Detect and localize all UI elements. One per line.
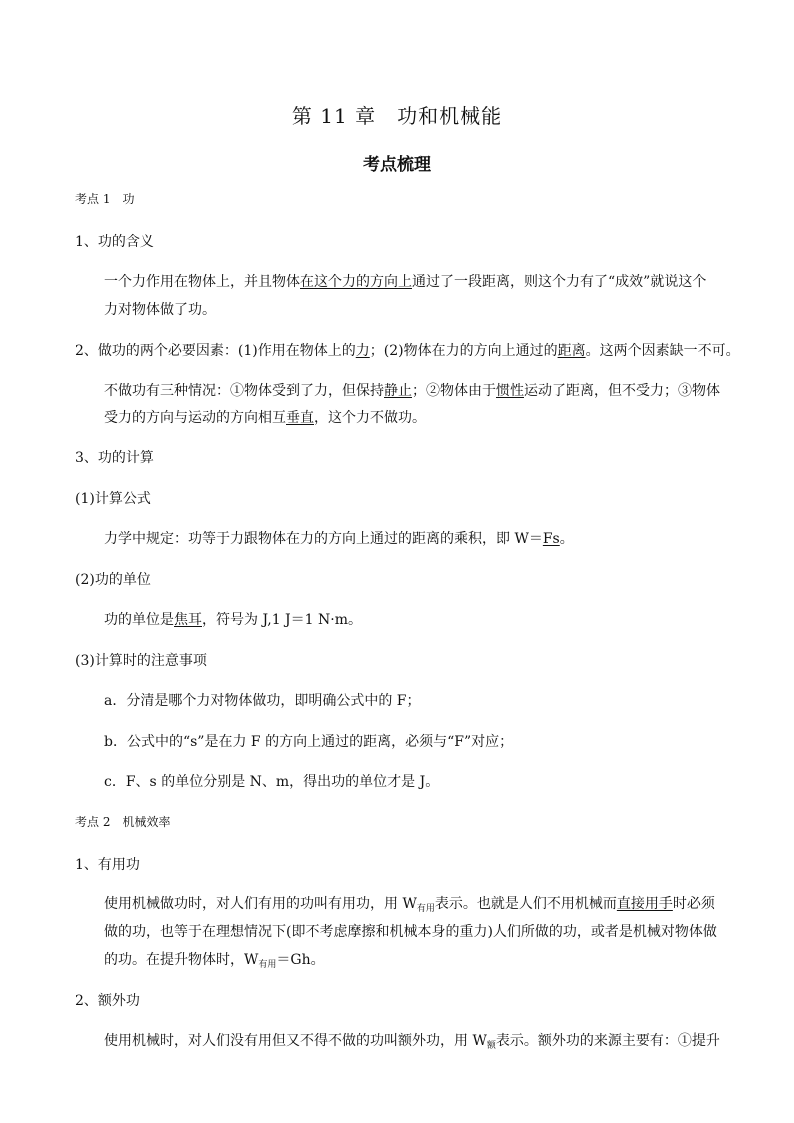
paragraph-line — [104, 407, 426, 427]
underlined-term: 直接用手 — [616, 896, 673, 912]
paragraph-line — [104, 528, 574, 548]
text-span: 表示。额外功的来源主要有：①提升 — [495, 1033, 720, 1049]
list-item: a．分清是哪个力对物体做功，即明确公式中的 F； — [104, 693, 421, 709]
underlined-term: 距离 — [557, 343, 586, 359]
paragraph-line — [104, 609, 362, 629]
chapter-title: 第 11 章 功和机械能 — [291, 104, 503, 128]
paragraph-line — [104, 893, 715, 914]
list-item: b．公式中的“s”是在力 F 的方向上通过的距离，必须与“F”对应； — [104, 734, 514, 750]
subscript: 有用 — [416, 904, 435, 914]
section-2-title: 2、额外功 — [75, 993, 140, 1009]
text-span: 一个力作用在物体上，并且物体 — [104, 274, 300, 290]
text-span: 运动了距离，但不受力；③物体 — [524, 383, 720, 399]
text-span: ，这个力不做功。 — [314, 410, 426, 426]
text-span: 。 — [559, 531, 574, 547]
text-span: ；(2)物体在力的方向上通过的 — [369, 343, 558, 359]
text-span: 的功。在提升物体时，W — [104, 952, 259, 968]
list-item: c．F、s 的单位分别是 N、m，得出功的单位才是 J。 — [104, 774, 440, 790]
paragraph-line: 力对物体做了功。 — [104, 302, 216, 318]
subscript: 有用 — [258, 960, 277, 970]
paragraph-line — [104, 949, 325, 970]
underlined-term: 力 — [355, 343, 370, 359]
paragraph-line — [104, 1030, 720, 1051]
paragraph-line: 做的功，也等于在理想情况下(即不考虑摩擦和机械本身的重力)人们所做的功，或者是机械对物体做 — [104, 924, 717, 940]
subscript: 额 — [486, 1041, 496, 1051]
text-span: ；②物体由于 — [412, 383, 496, 399]
underlined-term: 静止 — [384, 383, 412, 399]
text-span: 力学中规定：功等于力跟物体在力的方向上通过的距离的乘积，即 W＝ — [104, 531, 543, 547]
section-1-title: 1、功的含义 — [75, 234, 154, 250]
subsection-title: (3)计算时的注意事项 — [75, 653, 207, 669]
text-span: 表示。也就是人们不用机械而 — [434, 896, 617, 912]
text-span: ，符号为 J,1 J＝1 N·m。 — [202, 612, 362, 628]
underlined-term: 在这个力的方向上 — [300, 274, 412, 290]
section-1-title: 1、有用功 — [75, 857, 140, 873]
paragraph-line — [104, 271, 706, 291]
section-subtitle: 考点梳理 — [363, 155, 431, 175]
text-span: 不做功有三种情况：①物体受到了力，但保持 — [104, 383, 384, 399]
topic-1-heading: 考点 1 功 — [75, 192, 135, 206]
underlined-term: Fs — [542, 531, 560, 547]
text-span: 通过了一段距离，则这个力有了“成效”就说这个 — [412, 274, 707, 290]
text-span: 。这两个因素缺一不可。 — [585, 343, 740, 359]
paragraph-line — [104, 380, 720, 400]
text-span: 功的单位是 — [104, 612, 174, 628]
underlined-term: 垂直 — [286, 410, 314, 426]
topic-2-heading: 考点 2 机械效率 — [75, 815, 171, 829]
text-span: ＝Gh。 — [276, 952, 325, 968]
text-span: 使用机械做功时，对人们有用的功叫有用功，用 W — [104, 896, 417, 912]
section-3-title: 3、功的计算 — [75, 450, 154, 466]
subsection-title: (2)功的单位 — [75, 572, 151, 588]
text-span: 2、做功的两个必要因素：(1)作用在物体上的 — [75, 343, 356, 359]
text-span: 使用机械时，对人们没有用但又不得不做的功叫额外功，用 W — [104, 1033, 487, 1049]
subsection-title: (1)计算公式 — [75, 491, 151, 507]
text-span: 时必须 — [672, 896, 715, 912]
text-span: 受力的方向与运动的方向相互 — [104, 410, 286, 426]
underlined-term: 焦耳 — [174, 612, 202, 628]
underlined-term: 惯性 — [496, 383, 524, 399]
section-2-title — [75, 340, 740, 360]
